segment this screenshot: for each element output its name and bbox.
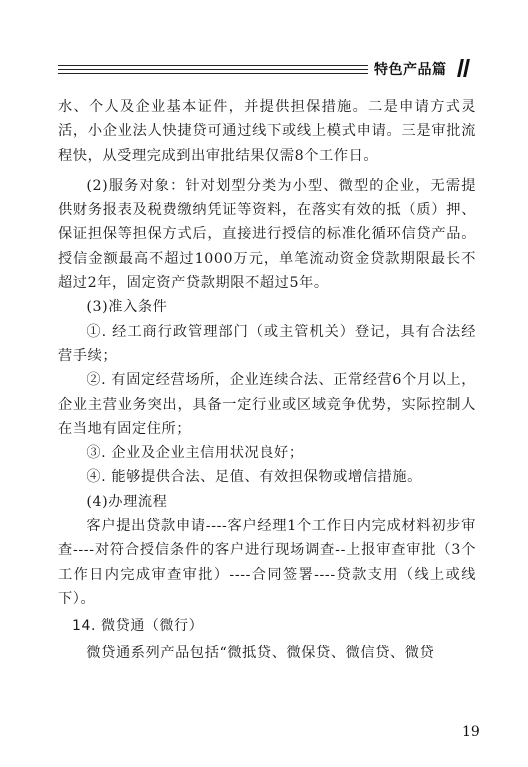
paragraph: 微贷通系列产品包括“微抵贷、微保贷、微信贷、微贷 [86,644,435,661]
header-rule [58,69,368,70]
body-text [58,95,476,665]
page-number: 19 [462,724,480,740]
condition-item-2: ②. 有固定经营场所，企业连续合法、正常经营6个月以上，企业主营业务突出，具备一定行业或区域竞争优势，实际控制人在当地有固定住所； [58,372,476,437]
header-rule [58,73,368,74]
running-header [58,55,478,83]
header-rule [58,65,368,66]
condition-item-4: ④. 能够提供合法、足值、有效担保物或增信措施。 [86,469,422,486]
paragraph: 水、个人及企业基本证件，并提供担保措施。二是申请方式灵活，小企业法人快捷贷可通过线下或线上模式申请。三是审批流程快，从受理完成到出审批结果仅需8个工作日。 [58,99,476,164]
paragraph-service-target: (2)服务对象：针对划型分类为小型、微型的企业，无需提供财务报表及税费缴纳凭证等资料，在落实有效的抵（质）押、保证担保等担保方式后，直接进行授信的标准化循环信贷产品。授信金额最高不超过1000万元，单笔流动资金贷款期限最长不超过2年，固定资产贷款期限不超过5年。 [58,177,476,292]
section-title: 特色产品篇 [374,62,447,78]
paragraph-access-heading: (3)准入条件 [86,299,168,316]
paragraph-process-heading: (4)办理流程 [86,493,168,510]
paragraph-process: 客户提出贷款申请----客户经理1个工作日内完成材料初步审查----对符合授信条件的客户进行现场调查--上报审查审批（3个工作日内完成审查审批）----合同签署----贷款支用（线上或线下）。 [58,518,476,607]
condition-item-1: ①. 经工商行政管理部门（或主管机关）登记，具有合法经营手续； [58,323,476,364]
section-heading: 14. 微贷通（微行） [72,618,204,635]
condition-item-3: ③. 企业及企业主信用状况良好； [86,445,304,462]
header-bar-icon [463,59,470,77]
